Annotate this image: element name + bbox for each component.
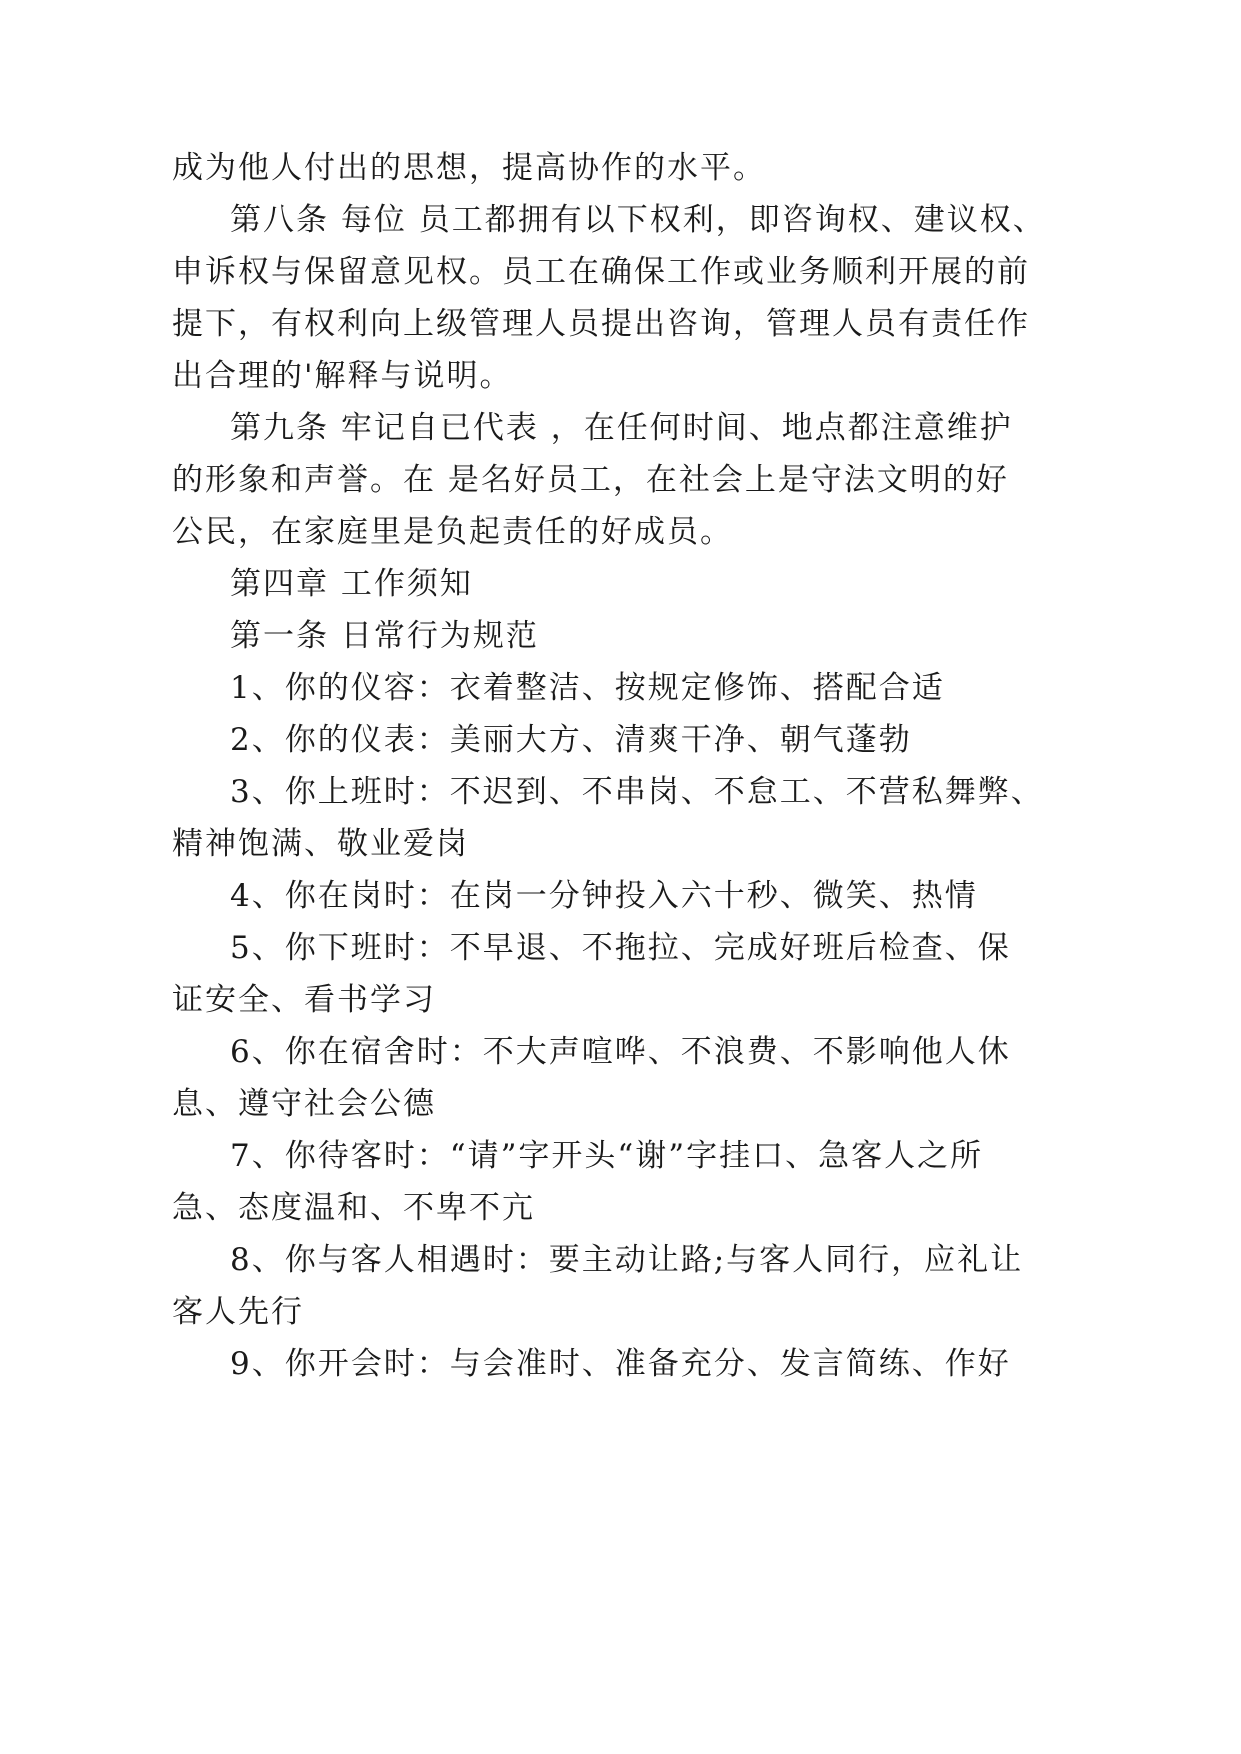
list-item-4: 4、你在岗时：在岗一分钟投入六十秒、微笑、热情 <box>230 878 978 914</box>
list-item-9: 9、你开会时：与会准时、准备充分、发言简练、作好 <box>230 1346 1011 1382</box>
text-line-8: 公民，在家庭里是负起责任的好成员。 <box>172 514 733 550</box>
text-line-4: 提下，有权利向上级管理人员提出咨询，管理人员有责任作 <box>172 306 1030 342</box>
text-line-3: 申诉权与保留意见权。员工在确保工作或业务顺利开展的前 <box>172 254 1030 290</box>
text-line-5: 出合理的'解释与说明。 <box>172 358 513 394</box>
list-item-8-cont: 客人先行 <box>172 1294 304 1330</box>
list-item-6-cont: 息、遵守社会公德 <box>172 1086 436 1122</box>
list-item-2: 2、你的仪表：美丽大方、清爽干净、朝气蓬勃 <box>230 722 912 758</box>
chapter-heading: 第四章 工作须知 <box>230 566 473 602</box>
text-line-1: 成为他人付出的思想，提高协作的水平。 <box>172 150 766 186</box>
list-item-5: 5、你下班时：不早退、不拖拉、完成好班后检查、保 <box>230 930 1011 966</box>
text-line-6: 第九条 牢记自已代表 ，在任何时间、地点都注意维护 <box>230 410 1013 446</box>
list-item-7-cont: 急、态度温和、不卑不亢 <box>172 1190 535 1226</box>
list-item-7: 7、你待客时：“请”字开头“谢”字挂口、急客人之所 <box>230 1138 984 1174</box>
list-item-1: 1、你的仪容：衣着整洁、按规定修饰、搭配合适 <box>230 670 945 706</box>
section-heading: 第一条 日常行为规范 <box>230 618 539 654</box>
list-item-8: 8、你与客人相遇时：要主动让路;与客人同行，应礼让 <box>230 1242 1024 1278</box>
text-line-2: 第八条 每位 员工都拥有以下权利，即咨询权、建议权、 <box>230 202 1046 238</box>
list-item-5-cont: 证安全、看书学习 <box>172 982 436 1018</box>
list-item-6: 6、你在宿舍时：不大声喧哗、不浪费、不影响他人休 <box>230 1034 1011 1070</box>
list-item-3-cont: 精神饱满、敬业爱岗 <box>172 826 469 862</box>
text-line-7: 的形象和声誉。在 是名好员工，在社会上是守法文明的好 <box>172 462 1009 498</box>
list-item-3: 3、你上班时：不迟到、不串岗、不怠工、不营私舞弊、 <box>230 774 1044 810</box>
